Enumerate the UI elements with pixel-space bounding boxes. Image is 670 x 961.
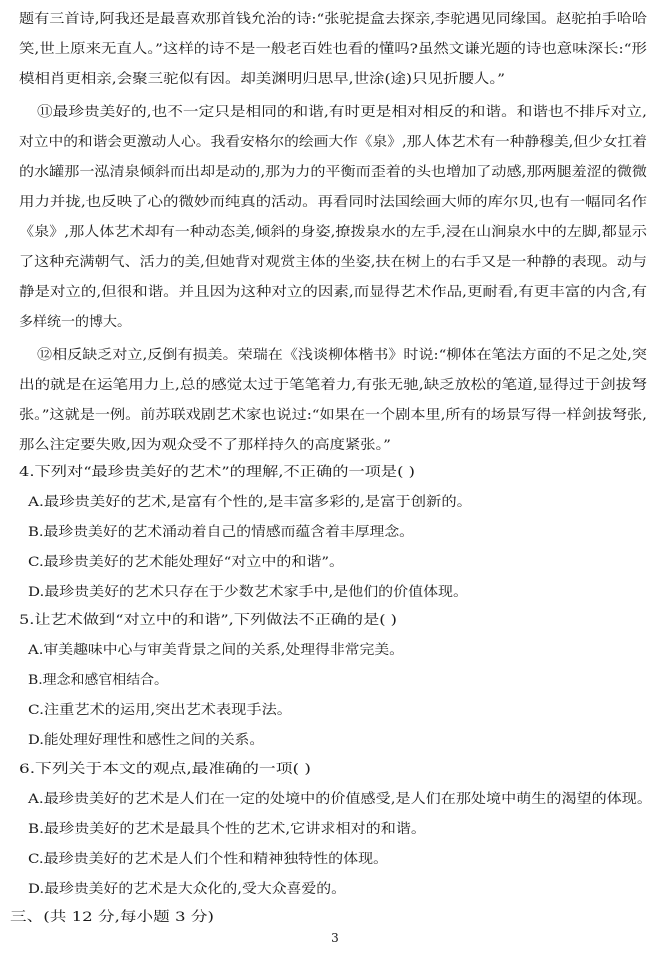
text-line: 三、(共 12 分,每小题 3 分) bbox=[10, 910, 214, 925]
text-line: 题有三首诗,阿我还是最喜欢那首钱允治的诗:“张驼提盒去探亲,李驼遇见同缘国。赵驼拍手哈哈 bbox=[19, 12, 647, 27]
text-line: 笑,世上原来无直人。”这样的诗不是一般老百姓也看的懂吗?虽然文谦光题的诗也意味深长:“形 bbox=[19, 42, 647, 57]
text-line: ⑪最珍贵美好的,也不一定只是相同的和谐,有时更是相对相反的和谐。和谐也不排斥对立, bbox=[37, 105, 647, 120]
text-line: A.最珍贵美好的艺术,是富有个性的,是丰富多彩的,是富于创新的。 bbox=[28, 495, 473, 510]
text-line: 了这种充满朝气、活力的美,但她背对观赏主体的坐姿,扶在树上的右手又是一种静的表现。动与 bbox=[19, 255, 648, 270]
text-line: B.理念和感官相结合。 bbox=[28, 673, 168, 688]
page-number: 3 bbox=[331, 931, 339, 945]
text-line: A.审美趣味中心与审美背景之间的关系,处理得非常完美。 bbox=[28, 643, 404, 658]
text-line: 的水罐那一泓清泉倾斜而出却是动的,那为力的平衡而歪着的头也增加了动感,那两腿羞涩的微微 bbox=[19, 165, 648, 180]
text-line: 用力并拢,也反映了心的微妙而纯真的活动。再看同时法国绘画大师的库尔贝,也有一幅同名作 bbox=[19, 195, 647, 210]
text-line: 对立中的和谐会更激动人心。我看安格尔的绘画大作《泉》,那人体艺术有一种静穆美,但少女扛着 bbox=[19, 135, 648, 150]
text-line: B.最珍贵美好的艺术是最具个性的艺术,它讲求相对的和谐。 bbox=[28, 822, 427, 837]
text-line: 那么注定要失败,因为观众受不了那样持久的高度紧张。” bbox=[19, 438, 392, 453]
text-line: 6.下列关于本文的观点,最准确的一项( ) bbox=[19, 762, 311, 777]
text-line: 5.让艺术做到“对立中的和谐”,下列做法不正确的是( ) bbox=[19, 613, 397, 628]
text-line: B.最珍贵美好的艺术涌动着自己的情感而蕴含着丰厚理念。 bbox=[28, 525, 414, 540]
text-line: C.最珍贵美好的艺术能处理好“对立中的和谐”。 bbox=[28, 555, 344, 570]
text-line: 张。”这就是一例。前苏联戏剧艺术家也说过:“如果在一个剧本里,所有的场景写得一样剑拔弩张, bbox=[19, 408, 647, 423]
text-line: 多样统一的博大。 bbox=[19, 315, 131, 330]
text-line: D.能处理好理性和感性之间的关系。 bbox=[28, 733, 265, 748]
text-line: ⑫相反缺乏对立,反倒有损美。荣瑞在《浅谈柳体楷书》时说:“柳体在笔法方面的不足之处,突 bbox=[37, 348, 647, 363]
text-line: C.注重艺术的运用,突出艺术表现手法。 bbox=[28, 703, 292, 718]
text-line: D.最珍贵美好的艺术只存在于少数艺术家手中,是他们的价值体现。 bbox=[28, 585, 468, 600]
text-line: 《泉》,那人体艺术却有一种动态美,倾斜的身姿,撩拨泉水的左手,浸在山涧泉水中的左脚,都显示 bbox=[19, 225, 648, 240]
text-line: 出的就是在运笔用力上,总的感觉太过于笔笔着力,有张无驰,缺乏放松的笔道,显得过于剑拔弩 bbox=[19, 378, 647, 393]
text-line: 模相肖更相亲,会聚三驼似有因。却美渊明归思早,世涂(途)只见折腰人。” bbox=[19, 72, 506, 87]
text-line: 静是对立的,但很和谐。并且因为这种对立的因素,而显得艺术作品,更耐看,有更丰富的内含,有 bbox=[19, 285, 647, 300]
text-line: C.最珍贵美好的艺术是人们个性和精神独特性的体现。 bbox=[28, 852, 389, 867]
text-line: 4.下列对“最珍贵美好的艺术”的理解,不正确的一项是( ) bbox=[19, 465, 415, 480]
text-line: D.最珍贵美好的艺术是大众化的,受大众喜爱的。 bbox=[28, 882, 347, 897]
text-line: A.最珍贵美好的艺术是人们在一定的处境中的价值感受,是人们在那处境中萌生的渴望的体现。 bbox=[28, 792, 652, 807]
